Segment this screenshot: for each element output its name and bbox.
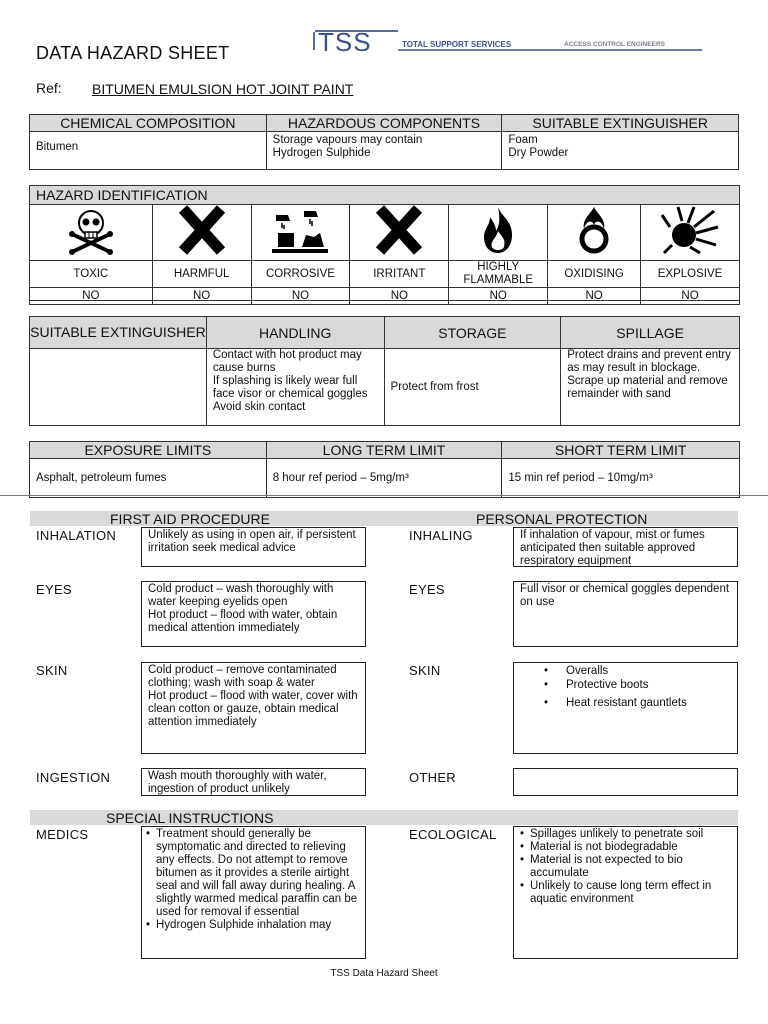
footer: TSS Data Hazard Sheet — [330, 968, 438, 979]
skull-crossbones-icon — [66, 205, 116, 255]
hazard-cell-corrosive — [251, 205, 350, 261]
storage-value: Protect from frost — [384, 349, 561, 426]
protection-eyes-box: Full visor or chemical goggles dependent on use — [513, 581, 738, 647]
ecological-box — [513, 826, 738, 959]
hazard-value: NO — [641, 288, 740, 305]
hazard-label: OXIDISING — [548, 261, 641, 288]
handling-line: Contact with hot product may cause burns — [212, 349, 362, 374]
exposure-substance: Asphalt, petroleum fumes — [30, 459, 267, 498]
hazard-cell-harmful — [152, 205, 251, 261]
logo-subtag: ACCESS CONTROL ENGINEERS — [564, 41, 666, 48]
hazard-cell-oxidising — [548, 205, 641, 261]
ingestion-label: INGESTION — [36, 770, 111, 785]
ecological-item: • Material is not expected to bio accumulate — [520, 854, 731, 880]
medics-box — [141, 826, 366, 959]
protection-skin-item: • Heat resistant gauntlets — [544, 696, 731, 710]
page-title: DATA HAZARD SHEET — [36, 43, 230, 63]
hazard-value: NO — [152, 288, 251, 305]
extinguisher-header: SUITABLE EXTINGUISHER — [30, 317, 207, 349]
spillage-line: Protect drains and prevent entry as may result in blockage. — [567, 349, 731, 374]
cold-product-key: Cold product — [148, 664, 214, 676]
ecological-item: • Spillages unlikely to penetrate soil — [520, 828, 731, 841]
cold-product-text: – wash thoroughly with water keeping eyelids open — [148, 583, 334, 608]
ingestion-box: Wash mouth thoroughly with water, ingestion of product unlikely — [141, 768, 366, 796]
hazard-identification-title: HAZARD IDENTIFICATION — [30, 186, 739, 204]
hazard-value: NO — [449, 288, 548, 305]
personal-protection-title: PERSONAL PROTECTION — [476, 511, 648, 527]
storage-header: STORAGE — [384, 317, 561, 349]
hazard-cell-toxic — [30, 205, 153, 261]
handling-header: HANDLING — [206, 317, 384, 349]
logo-brand: TSS — [318, 27, 372, 57]
hazardous-line: Storage vapours may contain — [272, 134, 423, 146]
hazard-label: IRRITANT — [350, 261, 449, 288]
chemical-composition-header: CHEMICAL COMPOSITION — [30, 115, 267, 132]
medics-item: • Hydrogen Sulphide inhalation may — [146, 919, 359, 932]
hazard-value: NO — [30, 288, 153, 305]
ecological-item: • Unlikely to cause long term effect in aquatic environment — [520, 880, 731, 906]
hazard-label: HARMFUL — [152, 261, 251, 288]
inhaling-box: If inhalation of vapour, mist or fumes anticipated then suitable approved respiratory equipment — [513, 527, 738, 567]
handling-line: If splashing is likely wear full face visor or chemical goggles — [212, 375, 368, 400]
long-term-header: LONG TERM LIMIT — [266, 442, 502, 459]
hazardous-line: Hydrogen Sulphide — [272, 147, 371, 159]
ref-value: BITUMEN EMULSION HOT JOINT PAINT — [92, 81, 354, 97]
hazard-value: NO — [548, 288, 641, 305]
spillage-line: Scrape up material and remove remainder with sand — [567, 375, 728, 400]
x-cross-icon — [374, 205, 424, 255]
inhalation-box: Unlikely as using in open air, if persistent irritation seek medical advice — [141, 527, 366, 567]
handling-line: Avoid skin contact — [212, 401, 306, 413]
short-term-value: 15 min ref period – 10mg/m³ — [502, 459, 740, 498]
protection-skin-item: • Protective boots — [544, 678, 731, 692]
suitable-extinguisher-header: SUITABLE EXTINGUISHER — [502, 115, 739, 132]
hazard-label: TOXIC — [30, 261, 153, 288]
exposure-limits-header: EXPOSURE LIMITS — [30, 442, 267, 459]
hot-product-text: – flood with water, cover with clean cotton or gauze, obtain medical attention immediately — [148, 690, 358, 728]
composition-table — [29, 114, 739, 170]
ecological-item: • Material is not biodegradable — [520, 841, 731, 854]
hazardous-components-header: HAZARDOUS COMPONENTS — [266, 115, 502, 132]
hot-product-key: Hot product — [148, 609, 208, 621]
first-aid-title: FIRST AID PROCEDURE — [110, 511, 270, 527]
spillage-header: SPILLAGE — [561, 317, 740, 349]
hazard-cell-explosive — [641, 205, 740, 261]
medics-label: MEDICS — [36, 827, 89, 842]
corrosive-icon — [270, 205, 330, 255]
ecological-label: ECOLOGICAL — [409, 827, 497, 842]
protection-eyes-label: EYES — [409, 582, 445, 597]
logo-tagline: TOTAL SUPPORT SERVICES — [402, 40, 512, 49]
hazard-value: NO — [350, 288, 449, 305]
hazard-value: NO — [251, 288, 350, 305]
ref-label: Ref: — [36, 80, 62, 96]
special-instructions-title: SPECIAL INSTRUCTIONS — [106, 810, 274, 826]
long-term-value: 8 hour ref period – 5mg/m³ — [266, 459, 502, 498]
short-term-header: SHORT TERM LIMIT — [502, 442, 740, 459]
first-aid-skin-label: SKIN — [36, 663, 68, 678]
cold-product-key: Cold product — [148, 583, 214, 595]
other-label: OTHER — [409, 770, 456, 785]
company-logo — [312, 28, 704, 56]
extinguisher-line: Foam — [508, 134, 538, 146]
medics-item: • Treatment should generally be symptomatic and directed to relieving any effects. Do not attempt to remove bitumen as it provides a sterile airtight seal and will fall away during healing. A slightly warmed medical paraffin can be used for removal if essential — [146, 828, 359, 919]
other-box — [513, 768, 738, 796]
flame-over-circle-icon — [574, 205, 614, 255]
chemical-composition-value: Bitumen — [30, 132, 267, 170]
x-cross-icon — [177, 205, 227, 255]
first-aid-eyes-label: EYES — [36, 582, 72, 597]
inhalation-label: INHALATION — [36, 528, 117, 543]
cold-product-text: – remove contaminated clothing; wash with soap & water — [148, 664, 337, 689]
flame-icon — [478, 205, 518, 255]
protection-skin-box — [513, 662, 738, 754]
handling-table — [29, 316, 740, 426]
exposure-table — [29, 441, 740, 498]
hazard-cell-irritant — [350, 205, 449, 261]
protection-skin-label: SKIN — [409, 663, 441, 678]
hot-product-text: – flood with water, obtain medical attention immediately — [148, 609, 338, 634]
protection-skin-item: • Overalls — [544, 664, 731, 678]
hot-product-key: Hot product — [148, 690, 208, 702]
divider-line — [0, 495, 768, 496]
first-aid-eyes-box — [141, 581, 366, 647]
extinguisher-line: Dry Powder — [508, 147, 569, 159]
hazard-label: HIGHLY FLAMMABLE — [449, 261, 548, 288]
exploding-bomb-icon — [660, 205, 720, 255]
hazard-label: CORROSIVE — [251, 261, 350, 288]
first-aid-skin-box — [141, 662, 366, 754]
hazard-symbols-table — [29, 204, 740, 305]
hazard-cell-flammable — [449, 205, 548, 261]
hazard-label: EXPLOSIVE — [641, 261, 740, 288]
extinguisher-value — [30, 349, 207, 426]
inhaling-label: INHALING — [409, 528, 473, 543]
